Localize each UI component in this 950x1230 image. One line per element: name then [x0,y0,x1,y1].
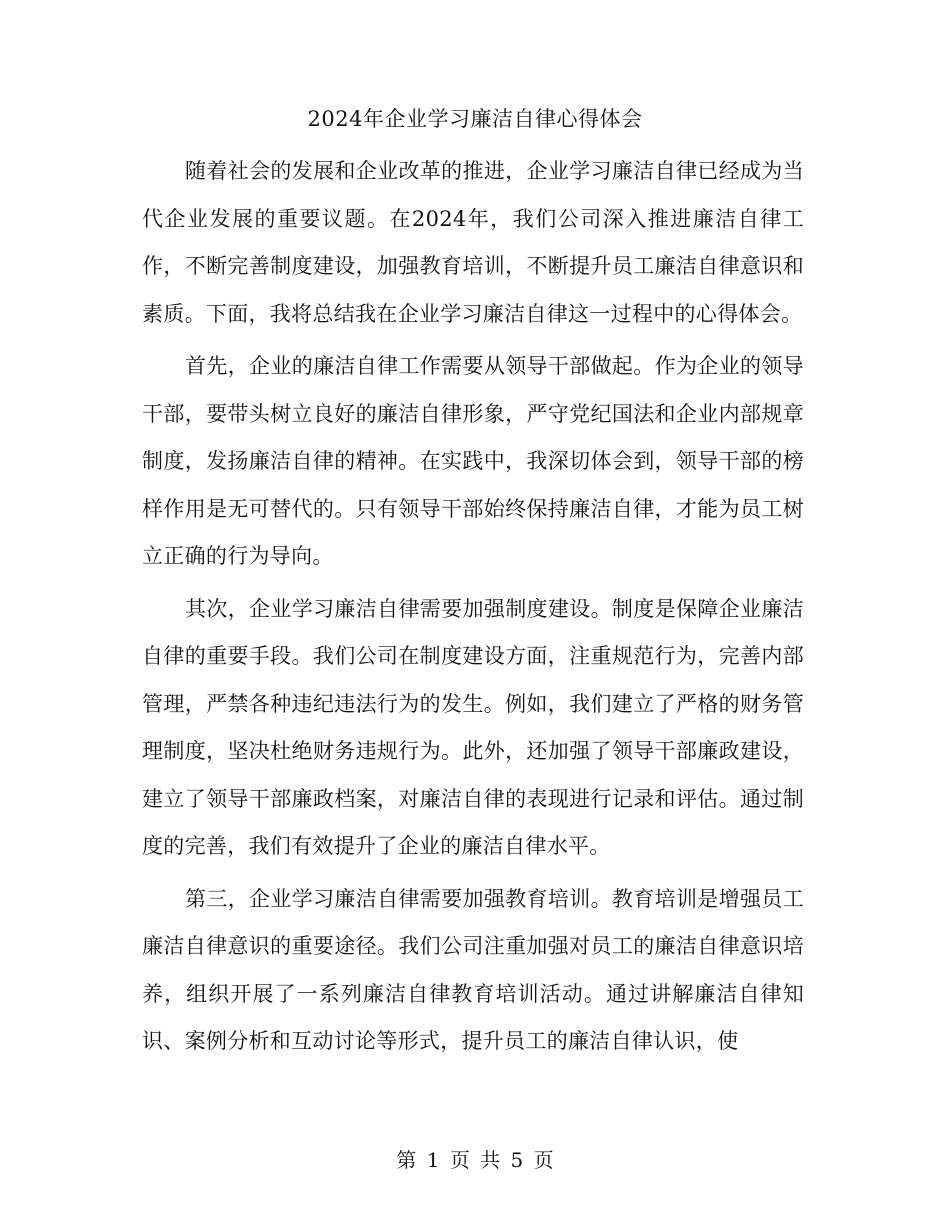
paragraph-second: 其次，企业学习廉洁自律需要加强制度建设。制度是保障企业廉洁自律的重要手段。我们公司在制度建设方面，注重规范行为，完善内部管理，严禁各种违纪违法行为的发生。例如，我们建立了严格的财务管理制度，坚决杜绝财务违规行为。此外，还加强了领导干部廉政建设，建立了领导干部廉政档案，对廉洁自律的表现进行记录和评估。通过制度的完善，我们有效提升了企业的廉洁自律水平。 [142,596,804,858]
document-title: 2024年企业学习廉洁自律心得体会 [307,107,643,131]
page-number-footer: 第 1 页 共 5 页 [396,1148,554,1172]
document-body [142,148,804,1071]
paragraph-first: 首先，企业的廉洁自律工作需要从领导干部做起。作为企业的领导干部，要带头树立良好的廉洁自律形象，严守党纪国法和企业内部规章制度，发扬廉洁自律的精神。在实践中，我深切体会到，领导干部的榜样作用是无可替代的。只有领导干部始终保持廉洁自律，才能为员工树立正确的行为导向。 [142,354,804,568]
paragraph-third: 第三，企业学习廉洁自律需要加强教育培训。教育培训是增强员工廉洁自律意识的重要途径。我们公司注重加强对员工的廉洁自律意识培养，组织开展了一系列廉洁自律教育培训活动。通过讲解廉洁自律知识、案例分析和互动讨论等形式，提升员工的廉洁自律认识，使 [142,886,804,1053]
paragraph-intro: 随着社会的发展和企业改革的推进，企业学习廉洁自律已经成为当代企业发展的重要议题。在2024年，我们公司深入推进廉洁自律工作，不断完善制度建设，加强教育培训，不断提升员工廉洁自律意识和素质。下面，我将总结我在企业学习廉洁自律这一过程中的心得体会。 [142,159,804,326]
